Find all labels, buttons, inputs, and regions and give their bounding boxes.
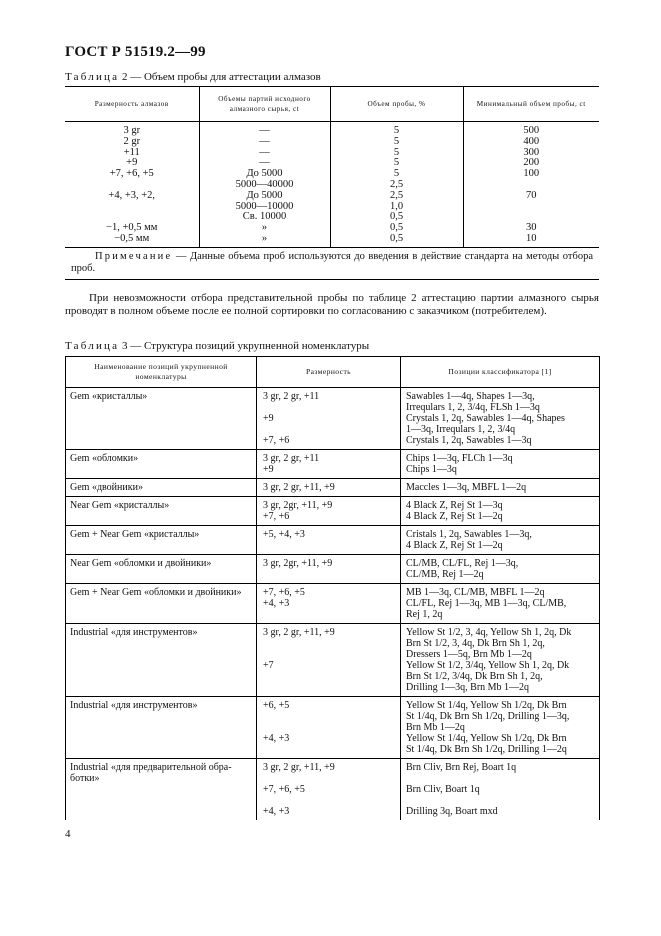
table3-header-cell: Наименование позиций укрупненной номенклатуры [66, 357, 257, 388]
table3-row [66, 759, 600, 821]
table2-cell: 5000—40000 [235, 178, 294, 190]
table3-caption-word: Таблица [65, 340, 120, 352]
table3-line: +9 [263, 464, 274, 475]
table3-line [263, 638, 396, 649]
table2-cell: Св. 10000 [242, 211, 287, 223]
table3-line: Yellow St 1/4q, Yellow Sh 1/2q, Dk Brn [406, 733, 567, 744]
table3-name-cell [66, 479, 257, 497]
table2-cell: +7, +6, +5 [109, 168, 154, 180]
table3-name-cell [66, 697, 257, 759]
table3-line: Drilling 3q, Boart mxd [406, 806, 498, 817]
table3-line: Dressers 1—5q, Brn Mb 1—2q [406, 649, 532, 660]
table3-line: 3 gr, 2 gr, +11 [263, 453, 320, 464]
table3-positions-cell [401, 584, 600, 624]
table3-size-cell [257, 479, 401, 497]
table2-cell: 2,5 [389, 189, 404, 201]
table2-cell: −0,5 мм [114, 232, 150, 244]
table2-cell: 5 [393, 125, 400, 136]
table3-line [263, 424, 396, 435]
table3-line [406, 795, 596, 806]
table3-line: St 1/4q, Dk Brn Sh 1/2q, Drilling 1—3q, [406, 711, 570, 722]
table2-header-cell: Размерность алмазов [65, 87, 199, 122]
table2-cell: » [261, 232, 268, 244]
table3-caption [65, 340, 369, 353]
table2-cell: До 5000 [246, 189, 283, 201]
table3-positions-cell [401, 388, 600, 450]
table3-line: Brn Cliv, Brn Rej, Boart 1q [406, 762, 517, 773]
table3-line: CL/FL, Rej 1—3q, MB 1—3q, CL/MB, [406, 598, 567, 609]
table3-line: Gem «кристаллы» [70, 391, 148, 402]
table3-line [263, 711, 396, 722]
table2-cell: 0,5 [389, 232, 404, 244]
table3-line: Brn St 1/2, 3/4q, Dk Brn Sh 1, 2q, [406, 671, 543, 682]
table3-positions-cell [401, 497, 600, 526]
table3-line: Gem «обломки» [70, 453, 139, 464]
table2-column-percent [330, 122, 463, 248]
table3-line: ботки» [70, 773, 100, 784]
table3-line: Rej 1, 2q [406, 609, 443, 620]
table3-line: 3 gr, 2 gr, +11 [263, 391, 320, 402]
table3-line: Yellow St 1/2, 3/4q, Yellow Sh 1, 2q, Dk [406, 660, 570, 671]
table3-name-cell [66, 624, 257, 697]
table3-name-cell [66, 450, 257, 479]
table3-row [66, 555, 600, 584]
table3-size-cell [257, 759, 401, 821]
table3-body [66, 388, 600, 821]
table3-line: Brn St 1/2, 3, 4q, Dk Brn Sh 1, 2q, [406, 638, 545, 649]
table3-line: Near Gem «кристаллы» [70, 500, 170, 511]
table3-size-cell [257, 388, 401, 450]
table3-size-cell [257, 450, 401, 479]
table2-column-batch [199, 122, 330, 248]
table3-caption-text: 3 — Структура позиций укрупненной номенклатуры [119, 340, 370, 352]
table2-cell: — [259, 125, 270, 136]
table3-line: Gem «двойники» [70, 482, 143, 493]
table3-line [263, 795, 396, 806]
table2-header-cell: Объем пробы, % [330, 87, 463, 122]
table3-name-cell [66, 759, 257, 821]
table2-cell: 300 [523, 146, 540, 158]
table3-line [263, 773, 396, 784]
page-number: 4 [65, 828, 71, 840]
table3-line: Near Gem «обломки и двойники» [70, 558, 212, 569]
table3-name-cell [66, 497, 257, 526]
table3-line: Industrial «для инструментов» [70, 627, 198, 638]
table3-row [66, 450, 600, 479]
table2-cell: До 5000 [246, 168, 283, 180]
table2-caption-text: 2 — Объем пробы для аттестации алмазов [119, 71, 321, 83]
document-header: ГОСТ Р 51519.2—99 [65, 44, 206, 60]
table3-line: Sawables 1—4q, Shapes 1—3q, [406, 391, 535, 402]
table3-line [263, 649, 396, 660]
table3-line: Cristals 1, 2q, Sawables 1—3q, [406, 529, 532, 540]
table3-name-cell [66, 388, 257, 450]
table3-name-cell [66, 555, 257, 584]
table3-line: Maccles 1—3q, MBFL 1—2q [406, 482, 527, 493]
table2-cell: +4, +3, +2, [108, 189, 156, 201]
table2-cell: 5 [393, 146, 400, 158]
table3-line: 4 Black Z, Rej St 1—2q [406, 540, 503, 551]
table2-cell: 5000—10000 [235, 200, 294, 212]
table2-header-cell: Объемы партий исходного алмазного сырья, ct [199, 87, 330, 122]
table2-cell: 1,0 [389, 200, 404, 212]
table3-line: +7, +6, +5 [263, 587, 305, 598]
table2-cell: −1, +0,5 мм [106, 222, 158, 234]
table3-line: Crystals 1, 2q, Sawables 1—3q [406, 435, 532, 446]
table3-size-cell [257, 555, 401, 584]
table3-size-cell [257, 584, 401, 624]
table3-row [66, 624, 600, 697]
table3-size-cell [257, 697, 401, 759]
table3 [65, 356, 600, 820]
table3-line: Gem + Near Gem «кристаллы» [70, 529, 200, 540]
table2-cell: 200 [523, 157, 540, 169]
table3-positions-cell [401, 450, 600, 479]
table3-line: 3 gr, 2gr, +11, +9 [263, 500, 333, 511]
table2-cell: 5 [393, 157, 400, 169]
table3-line: 1—3q, Irrequlars 1, 2, 3/4q [406, 424, 516, 435]
table3-line: +7, +6, +5 [263, 784, 305, 795]
table2-cell: 500 [523, 125, 540, 136]
table2-cell: 100 [523, 168, 540, 180]
table3-line: Yellow St 1/2, 3, 4q, Yellow Sh 1, 2q, Dk [406, 627, 572, 638]
table3-size-cell [257, 526, 401, 555]
table2-cell: 0,5 [389, 222, 404, 234]
table2-column-min [463, 122, 599, 248]
table3-line: +9 [263, 413, 274, 424]
table3-line: Crystals 1, 2q, Sawables 1—4q, Shapes [406, 413, 565, 424]
table2-note-text: — Данные объема проб используются до введения в действие стандарта на методы отбора проб. [71, 250, 593, 274]
table3-line: Brn Mb 1—2q [406, 722, 465, 733]
table3-line: +7 [263, 660, 274, 671]
table2 [65, 86, 599, 280]
table2-caption [65, 71, 321, 84]
table3-line: 3 gr, 2gr, +11, +9 [263, 558, 333, 569]
table2-cell: +9 [126, 157, 138, 169]
table2-cell [65, 202, 199, 213]
table3-line: CL/MB, CL/FL, Rej 1—3q, [406, 558, 519, 569]
table3-line: Drilling 1—3q, Brn Mb 1—2q [406, 682, 530, 693]
table3-row [66, 388, 600, 450]
table3-positions-cell [401, 526, 600, 555]
table3-row [66, 479, 600, 497]
table2-caption-word: Таблица [65, 71, 120, 83]
table3-line: +4, +3 [263, 598, 290, 609]
table3-line: Brn Cliv, Boart 1q [406, 784, 480, 795]
table3-line: Industrial «для инструментов» [70, 700, 198, 711]
table3-line: 4 Black Z, Rej St 1—3q [406, 500, 503, 511]
table2-cell: 5 [393, 135, 400, 147]
table2-cell: 5 [393, 168, 400, 180]
table3-line: 4 Black Z, Rej St 1—2q [406, 511, 503, 522]
table3-line: +7, +6 [263, 511, 290, 522]
table3-line: +6, +5 [263, 700, 290, 711]
table3-line: Chips 1—3q [406, 464, 457, 475]
table3-row [66, 497, 600, 526]
table3-row [66, 697, 600, 759]
table3-header-cell: Размерность [257, 357, 401, 388]
table3-positions-cell [401, 759, 600, 821]
table3-line: Gem + Near Gem «обломки и двойники» [70, 587, 242, 598]
table2-note [65, 247, 599, 279]
table3-line: Industrial «для предварительной обра- [70, 762, 232, 773]
table2-cell: — [259, 157, 270, 169]
table3-size-cell [257, 497, 401, 526]
table2-cell: +11 [123, 146, 140, 158]
table2-cell: » [261, 222, 268, 234]
table3-line [263, 722, 396, 733]
table3-line: Irrequlars 1, 2, 3/4q, FLSh 1—3q [406, 402, 540, 413]
table3-positions-cell [401, 697, 600, 759]
table2-cell: 400 [523, 135, 540, 147]
body-paragraph: При невозможности отбора представительной пробы по таблице 2 аттестацию партии алмазного сырья проводят в полном объеме после ее полной сортировки по согласованию с заказчиком (потребителем). [65, 292, 599, 317]
table2-cell: 2 gr [123, 135, 141, 147]
table2-cell: 3 gr [123, 125, 141, 136]
table3-name-cell [66, 526, 257, 555]
table3-line: St 1/4q, Dk Brn Sh 1/2q, Drilling 1—2q [406, 744, 567, 755]
table3-line: CL/MB, Rej 1—2q [406, 569, 484, 580]
table3-row [66, 526, 600, 555]
table3-name-cell [66, 584, 257, 624]
table2-cell: — [259, 146, 270, 158]
table2-cell: — [259, 135, 270, 147]
table2-cell: 2,5 [389, 178, 404, 190]
table3-line: 3 gr, 2 gr, +11, +9 [263, 627, 335, 638]
table3-header-cell: Позиции классификатора [1] [401, 357, 600, 388]
table3-row [66, 584, 600, 624]
table3-positions-cell [401, 624, 600, 697]
table3-line: 3 gr, 2 gr, +11, +9 [263, 762, 335, 773]
table2-cell: 10 [526, 232, 537, 244]
table2-cell: 0,5 [389, 211, 404, 223]
table3-line: +7, +6 [263, 435, 290, 446]
table2-header-cell: Минимальный объем пробы, ct [463, 87, 599, 122]
table3-positions-cell [401, 555, 600, 584]
table3-line: Chips 1—3q, FLCh 1—3q [406, 453, 513, 464]
table2-cell: 70 [526, 189, 537, 201]
table3-line: MB 1—3q, CL/MB, MBFL 1—2q [406, 587, 545, 598]
table2-column-size [65, 122, 199, 248]
table2-note-word: Примечание [95, 250, 173, 262]
table3-size-cell [257, 624, 401, 697]
table3-line [406, 773, 596, 784]
table3-line [263, 402, 396, 413]
table2-cell [464, 202, 600, 213]
table2-cell: 30 [526, 222, 537, 234]
table3-line: +5, +4, +3 [263, 529, 305, 540]
table3-line: 3 gr, 2 gr, +11, +9 [263, 482, 335, 493]
table3-line: +4, +3 [263, 733, 290, 744]
table3-positions-cell [401, 479, 600, 497]
table3-line: Yellow St 1/4q, Yellow Sh 1/2q, Dk Brn [406, 700, 567, 711]
table3-line: +4, +3 [263, 806, 290, 817]
